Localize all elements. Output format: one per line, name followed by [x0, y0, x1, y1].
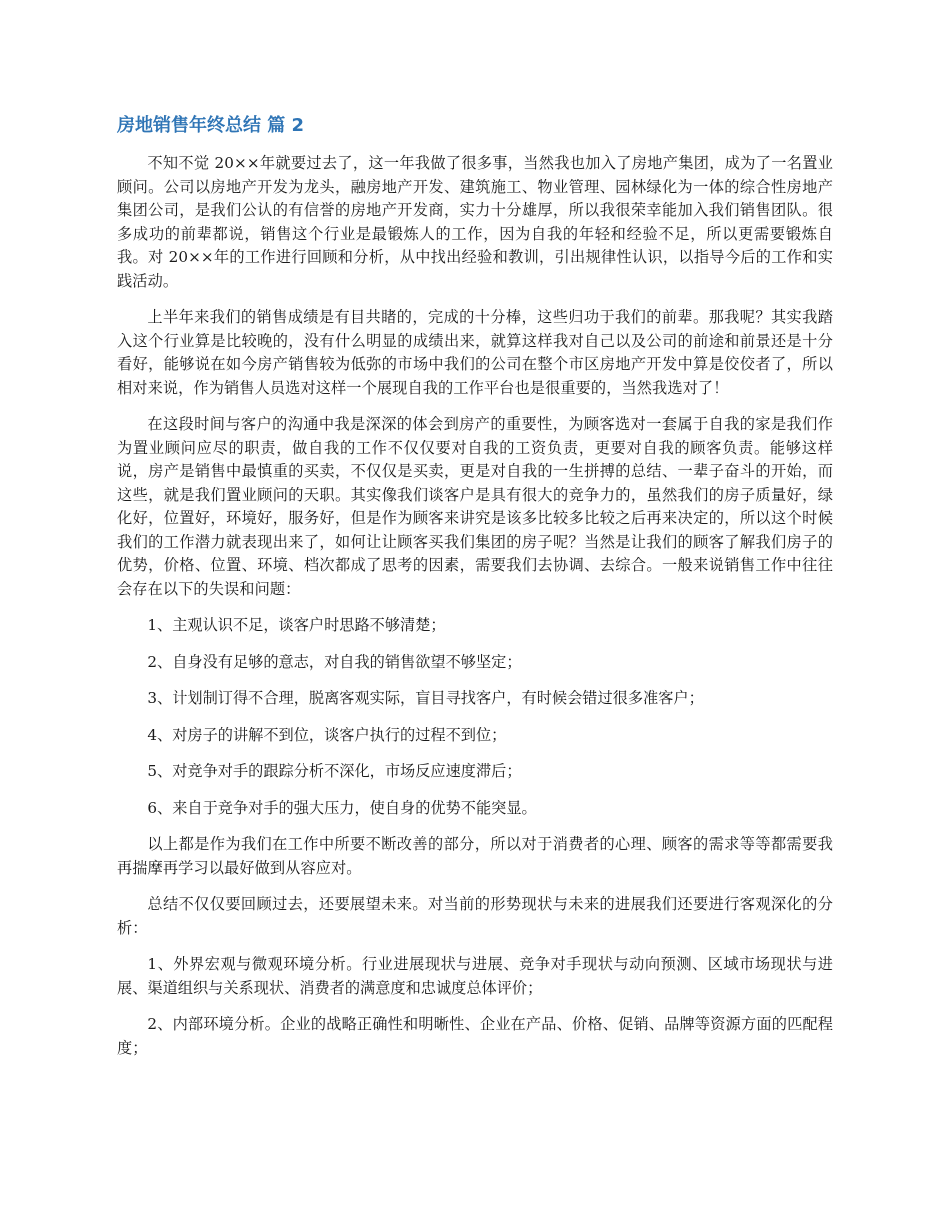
- list-item-problem-2: 2、自身没有足够的意志，对自我的销售欲望不够坚定；: [147, 652, 522, 671]
- list-item-problem-3: 3、计划制订得不合理，脱离客观实际，盲目寻找客户，有时候会错过很多准客户；: [147, 689, 704, 707]
- list-item-problem-4: 4、对房子的讲解不到位，谈客户执行的过程不到位；: [147, 725, 507, 744]
- paragraph-improve: 以上都是作为我们在工作中所要不断改善的部分，所以对于消费者的心理、顾客的需求等等都需要我再揣摩再学习以最好做到从容应对。: [117, 835, 833, 877]
- list-item-analysis-1: 1、外界宏观与微观环境分析。行业进展现状与进展、竞争对手现状与动向预测、区域市场现状与进展、渠道组织与关系现状、消费者的满意度和忠诚度总体评价；: [117, 955, 833, 997]
- document-title: 房地销售年终总结 篇 2: [117, 115, 305, 136]
- list-item-problem-1: 1、主观认识不足，谈客户时思路不够清楚；: [147, 616, 446, 634]
- list-item-problem-5: 5、对竞争对手的跟踪分析不深化，市场反应速度滞后；: [147, 762, 522, 780]
- paragraph-customer: 在这段时间与客户的沟通中我是深深的体会到房产的重要性，为顾客选对一套属于自我的家是我们作为置业顾问应尽的职责，做自我的工作不仅仅要对自我的工资负责，更要对自我的顾客负责。能够这样说，房产是销售中最慎重的买卖，不仅仅是买卖，更是对自我的一生拼搏的总结、一辈子奋斗的开始，而这些，就是我们置业顾问的天职。其实像我们谈客户是具有很大的竞争力的，虽然我们的房子质量好，绿化好，位置好，环境好，服务好，但是作为顾客来讲究是该多比较多比较之后再来决定的，所以这个时候我们的工作潜力就表现出来了，如何让让顾客买我们集团的房子呢？当然是让我们的顾客了解我们房子的优势，价格、位置、环境、档次都成了思考的因素，需要我们去协调、去综合。一般来说销售工作中往往会存在以下的失误和问题：: [117, 415, 833, 598]
- document-page: [117, 112, 833, 1073]
- list-item-analysis-2: 2、内部环境分析。企业的战略正确性和明晰性、企业在产品、价格、促销、品牌等资源方面的匹配程度；: [117, 1015, 833, 1057]
- paragraph-intro: 不知不觉 20××年就要过去了，这一年我做了很多事，当然我也加入了房地产集团，成为了一名置业顾问。公司以房地产开发为龙头，融房地产开发、建筑施工、物业管理、园林绿化为一体的综合性房地产集团公司，是我们公认的有信誉的房地产开发商，实力十分雄厚，所以我很荣幸能加入我们销售团队。很多成功的前辈都说，销售这个行业是最锻炼人的工作，因为自我的年轻和经验不足，所以更需要锻炼自我。对 20××年的工作进行回顾和分析，从中找出经验和教训，引出规律性认识，以指导今后的工作和实践活动。: [117, 154, 833, 290]
- paragraph-first-half: 上半年来我们的销售成绩是有目共睹的，完成的十分棒，这些归功于我们的前辈。那我呢？其实我踏入这个行业算是比较晚的，没有什么明显的成绩出来，就算这样我对自己以及公司的前途和前景还是十分看好，能够说在如今房产销售较为低弥的市场中我们的公司在整个市区房地产开发中算是佼佼者了，所以相对来说，作为销售人员选对这样一个展现自我的工作平台也是很重要的，当然我选对了！: [117, 308, 833, 397]
- list-item-problem-6: 6、来自于竞争对手的强大压力，使自身的优势不能突显。: [147, 798, 537, 817]
- paragraph-outlook: 总结不仅仅要回顾过去，还要展望未来。对当前的形势现状与未来的进展我们还要进行客观深化的分析：: [117, 895, 833, 937]
